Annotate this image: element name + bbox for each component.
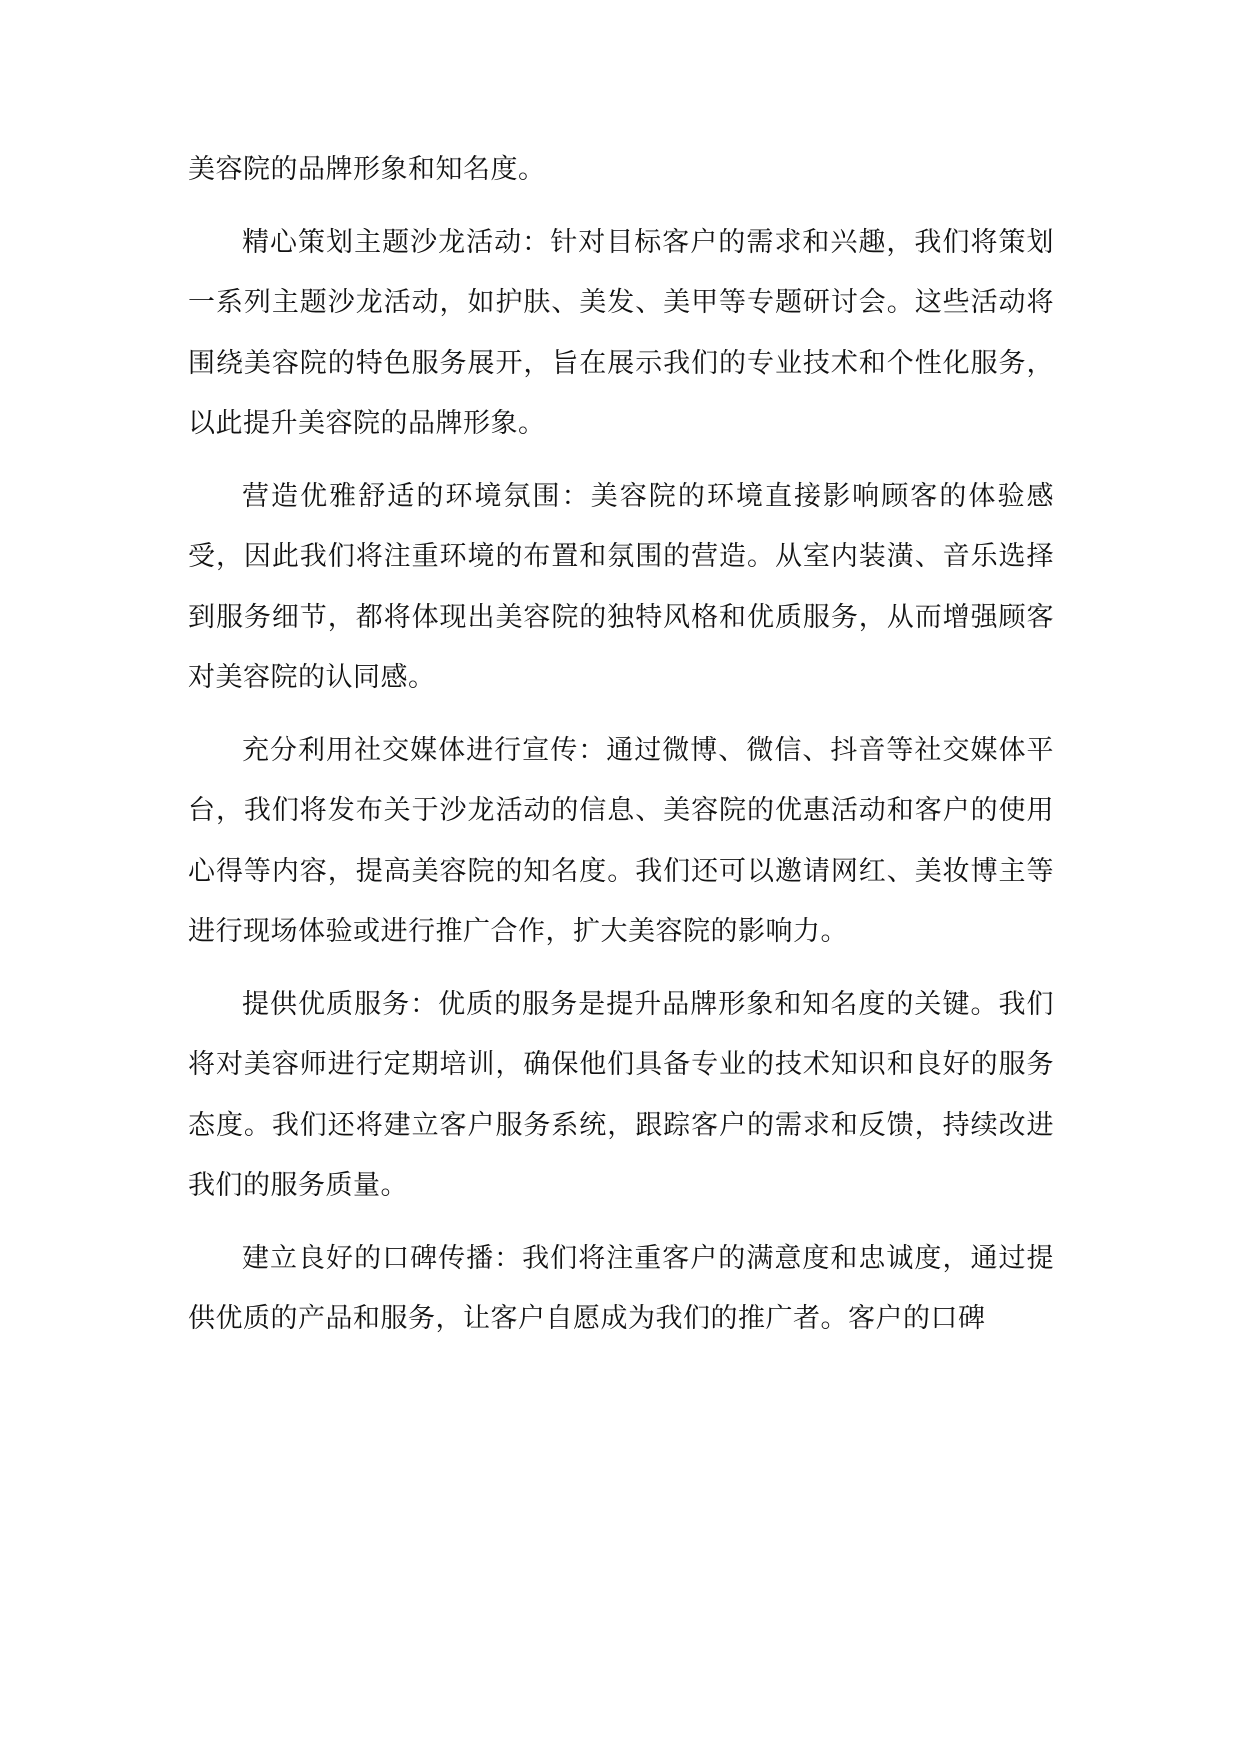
paragraph-continuation: 美容院的品牌形象和知名度。 (188, 154, 546, 185)
paragraph-social-media: 充分利用社交媒体进行宣传：通过微博、微信、抖音等社交媒体平台，我们将发布关于沙龙活动的信息、美容院的优惠活动和客户的使用心得等内容，提高美容院的知名度。我们还可以邀请网红、美妆博主等进行现场体验或进行推广合作，扩大美容院的影响力。 (188, 734, 1054, 947)
paragraph-word-of-mouth: 建立良好的口碑传播：我们将注重客户的满意度和忠诚度，通过提供优质的产品和服务，让客户自愿成为我们的推广者。客户的口碑 (188, 1242, 1054, 1334)
paragraph-salon-activities: 精心策划主题沙龙活动：针对目标客户的需求和兴趣，我们将策划一系列主题沙龙活动，如护肤、美发、美甲等专题研讨会。这些活动将围绕美容院的特色服务展开，旨在展示我们的专业技术和个性化服务，以此提升美容院的品牌形象。 (188, 226, 1054, 439)
document-body (188, 140, 1054, 1362)
paragraph-quality-service: 提供优质服务：优质的服务是提升品牌形象和知名度的关键。我们将对美容师进行定期培训，确保他们具备专业的技术知识和良好的服务态度。我们还将建立客户服务系统，跟踪客户的需求和反馈，持续改进我们的服务质量。 (188, 988, 1054, 1201)
paragraph-environment: 营造优雅舒适的环境氛围：美容院的环境直接影响顾客的体验感受，因此我们将注重环境的布置和氛围的营造。从室内装潢、音乐选择到服务细节，都将体现出美容院的独特风格和优质服务，从而增强顾客对美容院的认同感。 (188, 480, 1054, 693)
